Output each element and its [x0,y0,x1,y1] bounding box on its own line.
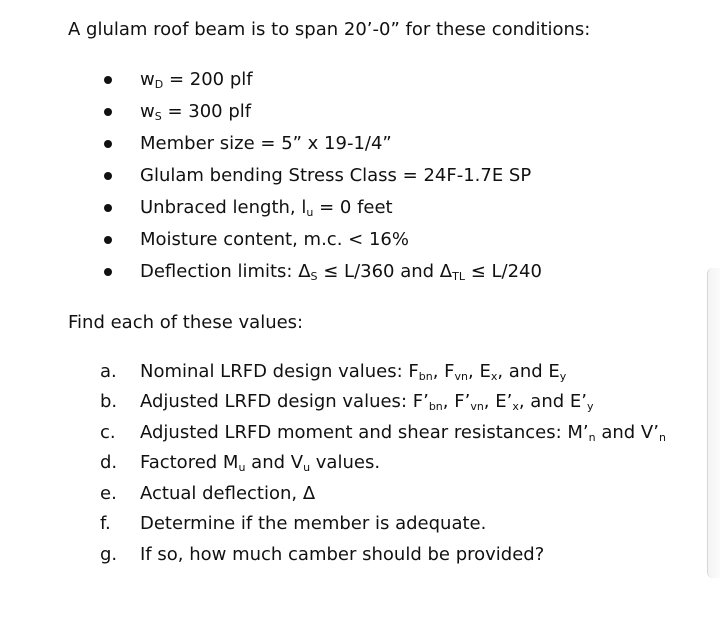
snow-load-symbol: w [140,101,155,122]
task-a-text: , F [432,361,455,382]
bullet-marker [104,236,112,244]
deflection-label: Deflection limits: Δ [140,261,311,282]
task-marker: b. [100,391,118,412]
task-marker: g. [100,544,118,565]
bullet-marker [104,140,112,148]
task-marker: d. [100,452,118,473]
task-a-sub: y [559,370,567,383]
task-d-text: and V [245,452,304,473]
task-b [140,390,594,414]
bullet-marker [104,108,112,116]
task-b-sub: x [512,400,519,413]
task-d-sub: u [238,461,246,474]
condition-snow-load [140,100,251,124]
task-marker: e. [100,483,117,504]
task-a-sub: bn [418,370,433,383]
dead-load-value: = 200 plf [163,69,253,90]
deflection-mid: ≤ L/360 and Δ [317,261,453,282]
condition-stress-class: Glulam bending Stress Class = 24F-1.7E SP [140,165,532,186]
task-a-text: , E [468,361,491,382]
task-a-text: Nominal LRFD design values: F [140,361,419,382]
problem-intro: A glulam roof beam is to span 20’-0” for these conditions: [68,19,591,40]
bullet-marker [104,268,112,276]
task-b-sub: y [586,400,594,413]
task-d [140,451,380,475]
unbraced-label: Unbraced length, l [140,197,307,218]
task-f: Determine if the member is adequate. [140,513,487,534]
task-d-text: values. [310,452,381,473]
bullet-marker [104,172,112,180]
snow-load-value: = 300 plf [161,101,252,122]
deflection-subscript-tl: TL [452,270,465,283]
task-b-text: , and E’ [518,391,587,412]
task-c-text: and V’ [595,422,659,443]
task-marker: c. [100,422,116,443]
task-g: If so, how much camber should be provided? [140,544,545,565]
task-d-sub: u [303,461,311,474]
unbraced-value: = 0 feet [313,197,393,218]
page-edge-shadow [707,268,720,578]
condition-dead-load [140,68,253,92]
deflection-limit-tl: ≤ L/240 [464,261,542,282]
task-a-sub: x [490,370,498,383]
task-d-text: Factored M [140,452,239,473]
task-c-sub: n [658,431,666,444]
snow-load-subscript: S [154,110,162,123]
task-b-text: Adjusted LRFD design values: F’ [140,391,429,412]
bullet-marker [104,204,112,212]
condition-moisture: Moisture content, m.c. < 16% [140,229,409,250]
task-a [140,360,566,384]
task-e: Actual deflection, Δ [140,483,316,504]
unbraced-subscript: u [306,206,314,219]
dead-load-subscript: D [154,78,164,91]
task-c-text: Adjusted LRFD moment and shear resistances: M’ [140,422,589,443]
task-b-text: , E’ [483,391,513,412]
task-a-text: , and E [497,361,560,382]
deflection-subscript-s: S [310,270,318,283]
task-c [140,421,666,445]
task-marker: a. [100,361,117,382]
dead-load-symbol: w [140,69,155,90]
task-marker: f. [100,513,111,534]
task-b-text: , F’ [442,391,471,412]
task-b-sub: bn [428,400,443,413]
condition-member-size: Member size = 5” x 19-1/4” [140,133,392,154]
task-a-sub: vn [454,370,469,383]
task-c-sub: n [588,431,596,444]
task-b-sub: vn [470,400,484,413]
condition-deflection-limits [140,260,542,284]
find-heading: Find each of these values: [68,312,304,333]
condition-unbraced-length [140,196,393,220]
bullet-marker [104,76,112,84]
